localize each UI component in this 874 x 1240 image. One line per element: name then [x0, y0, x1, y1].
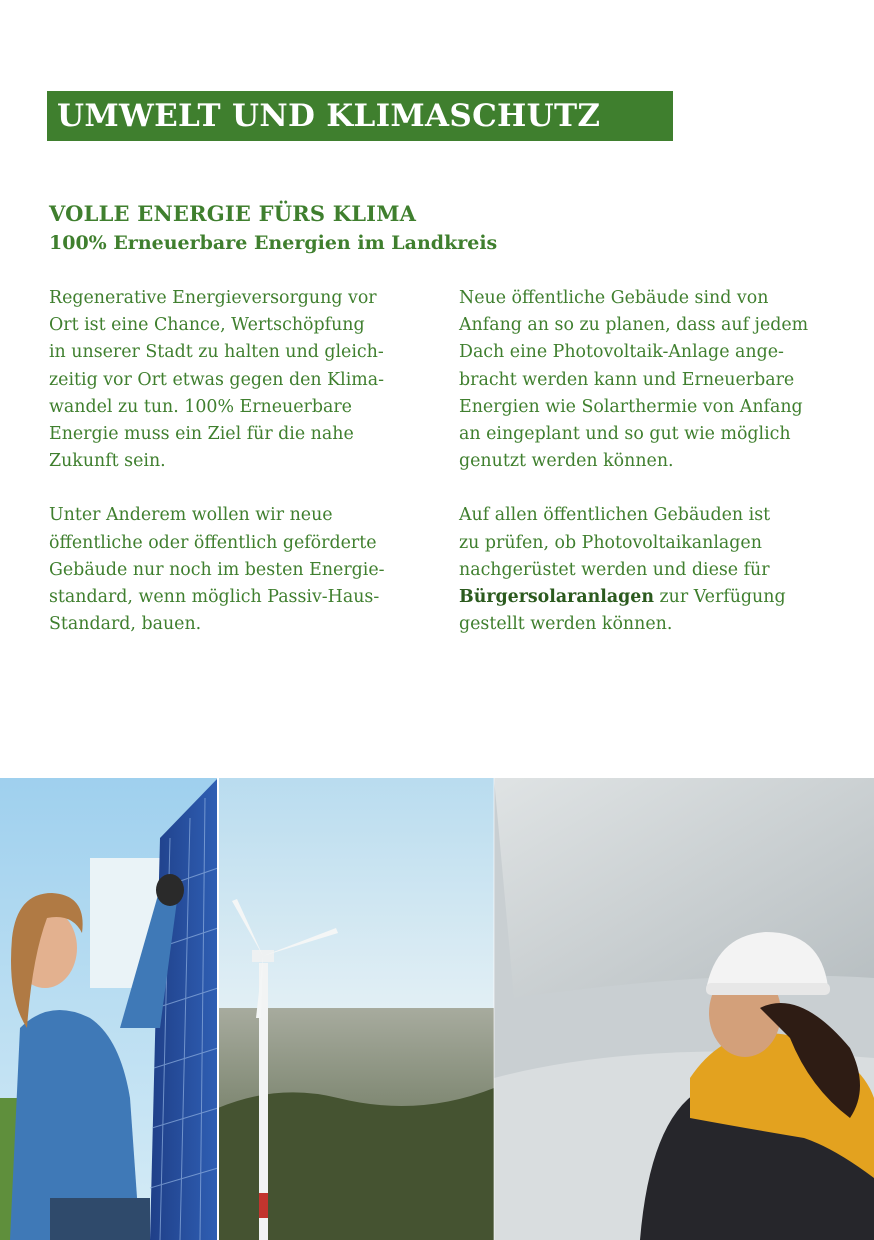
section-title: UMWELT UND KLIMASCHUTZ: [57, 98, 601, 134]
right-column: [459, 285, 849, 665]
article-subheading: 100% Erneuerbare Energien im Landkreis: [49, 232, 498, 254]
solar-panel-photo: [0, 778, 218, 1240]
left-paragraph-2: Unter Anderem wollen wir neue öffentliche oder öffentlich geförderte Gebäude nur noch im besten Energie- standard, wenn möglich Passiv-Haus- Standard, bauen.: [49, 505, 385, 635]
photo-collage: [0, 778, 874, 1240]
article-heading: VOLLE ENERGIE FÜRS KLIMA: [49, 201, 417, 226]
right-paragraph-1: Neue öffentliche Gebäude sind von Anfang an so zu planen, dass auf jedem Dach eine Photovoltaik-Anlage ange- bracht werden kann und Erneuerbare Energien wie Solarthermie von Anfang an eingeplant und so gut wie möglich genutzt werden können.: [459, 288, 809, 472]
right-paragraph-2-text-start: Auf allen öffentlichen Gebäuden ist zu prüfen, ob Photovoltaikanlagen nachgerüstet werden und diese für: [459, 505, 771, 580]
section-banner: [47, 91, 673, 141]
technician-photo: [494, 778, 874, 1240]
left-column: [49, 285, 424, 665]
right-paragraph-2-text-end: zur Verfügung gestellt werden können.: [459, 587, 786, 635]
right-paragraph-2: [459, 502, 849, 638]
left-paragraph-1: Regenerative Energieversorgung vor Ort ist eine Chance, Wertschöpfung in unserer Stadt zu halten und gleich- zeitig vor Ort etwas gegen den Klima- wandel zu tun. 100% Erneuerbare Energie muss ein Ziel für die nahe Zukunft sein.: [49, 288, 385, 472]
wind-turbine-landscape-photo: [218, 778, 494, 1240]
buergersolaranlagen-term: Bürgersolaranlagen: [459, 587, 654, 608]
